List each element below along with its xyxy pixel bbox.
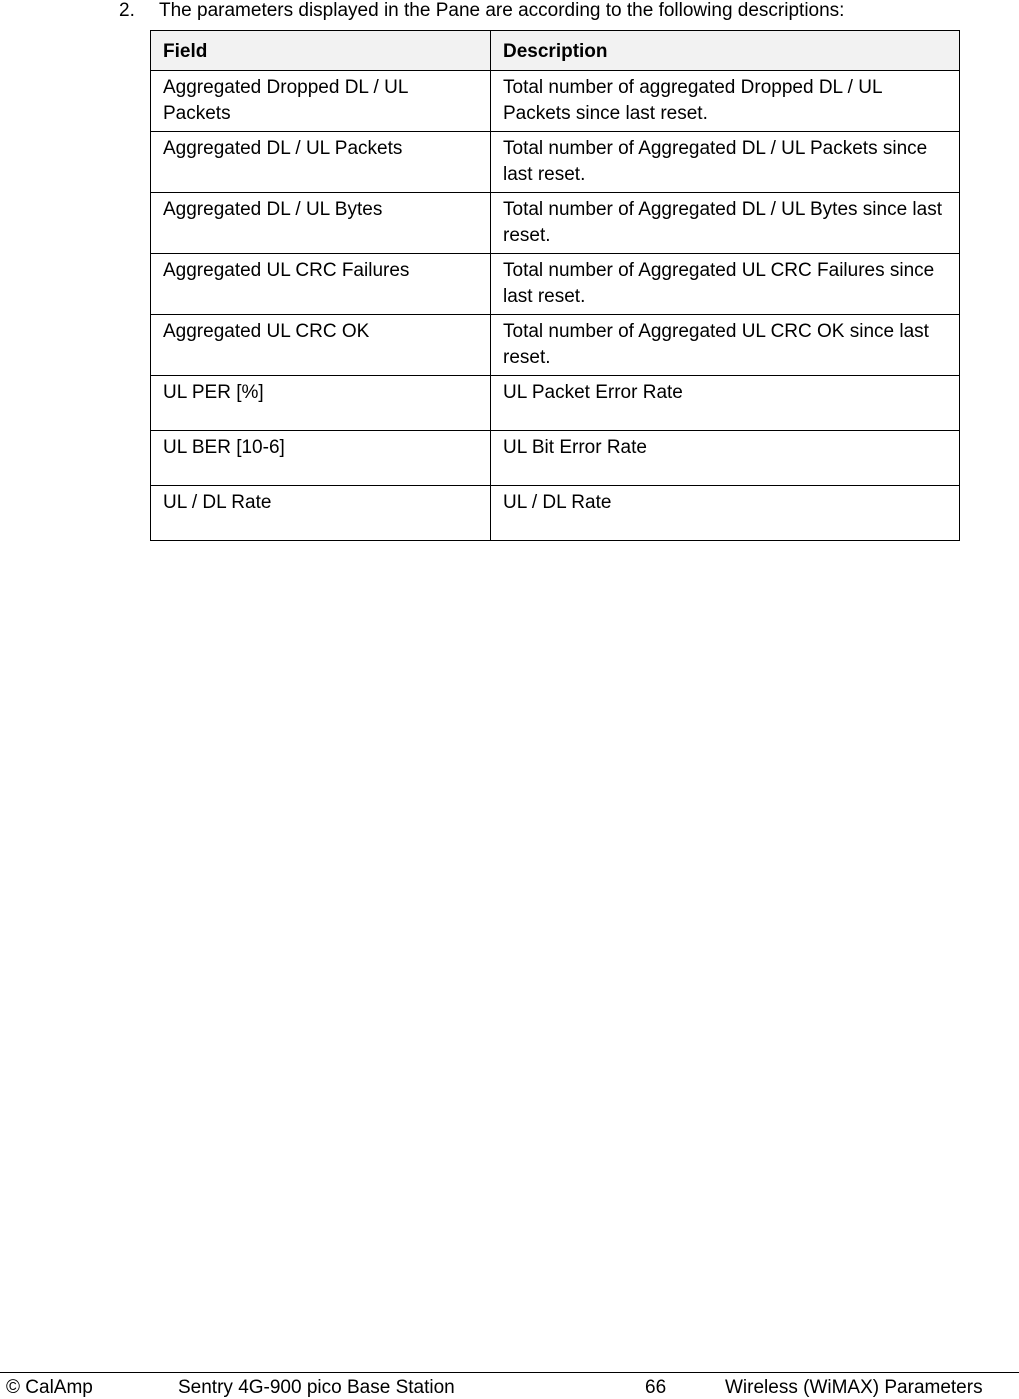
table-row <box>151 376 960 431</box>
table-row <box>151 71 960 132</box>
field-cell: UL PER [%] <box>151 376 491 431</box>
field-cell: Aggregated Dropped DL / UL Packets <box>151 71 491 132</box>
description-cell: Total number of Aggregated DL / UL Packets since last reset. <box>491 132 960 193</box>
field-cell: UL / DL Rate <box>151 486 491 541</box>
description-cell: Total number of Aggregated DL / UL Bytes since last reset. <box>491 193 960 254</box>
description-cell: UL Packet Error Rate <box>491 376 960 431</box>
field-cell: Aggregated UL CRC OK <box>151 315 491 376</box>
footer-section: Wireless (WiMAX) Parameters <box>725 1377 983 1398</box>
table-row <box>151 132 960 193</box>
header-description: Description <box>491 31 960 71</box>
table-row <box>151 254 960 315</box>
footer-page-number: 66 <box>645 1377 667 1398</box>
field-cell: Aggregated UL CRC Failures <box>151 254 491 315</box>
description-cell: UL / DL Rate <box>491 486 960 541</box>
field-cell: Aggregated DL / UL Bytes <box>151 193 491 254</box>
table-row <box>151 193 960 254</box>
description-cell: UL Bit Error Rate <box>491 431 960 486</box>
intro-text: The parameters displayed in the Pane are according to the following descriptions: <box>159 0 845 21</box>
footer-copyright: © CalAmp <box>6 1377 93 1398</box>
table-row <box>151 486 960 541</box>
description-cell: Total number of Aggregated UL CRC Failures since last reset. <box>491 254 960 315</box>
description-cell: Total number of Aggregated UL CRC OK since last reset. <box>491 315 960 376</box>
parameters-table <box>150 30 960 541</box>
header-field: Field <box>151 31 491 71</box>
field-cell: Aggregated DL / UL Packets <box>151 132 491 193</box>
footer-divider <box>0 1372 1019 1373</box>
list-number: 2. <box>119 0 135 21</box>
table-row <box>151 315 960 376</box>
description-cell: Total number of aggregated Dropped DL / UL Packets since last reset. <box>491 71 960 132</box>
table-header-row <box>151 31 960 71</box>
field-cell: UL BER [10-6] <box>151 431 491 486</box>
footer-product: Sentry 4G-900 pico Base Station <box>178 1377 455 1398</box>
table-row <box>151 431 960 486</box>
intro-paragraph <box>119 0 844 22</box>
